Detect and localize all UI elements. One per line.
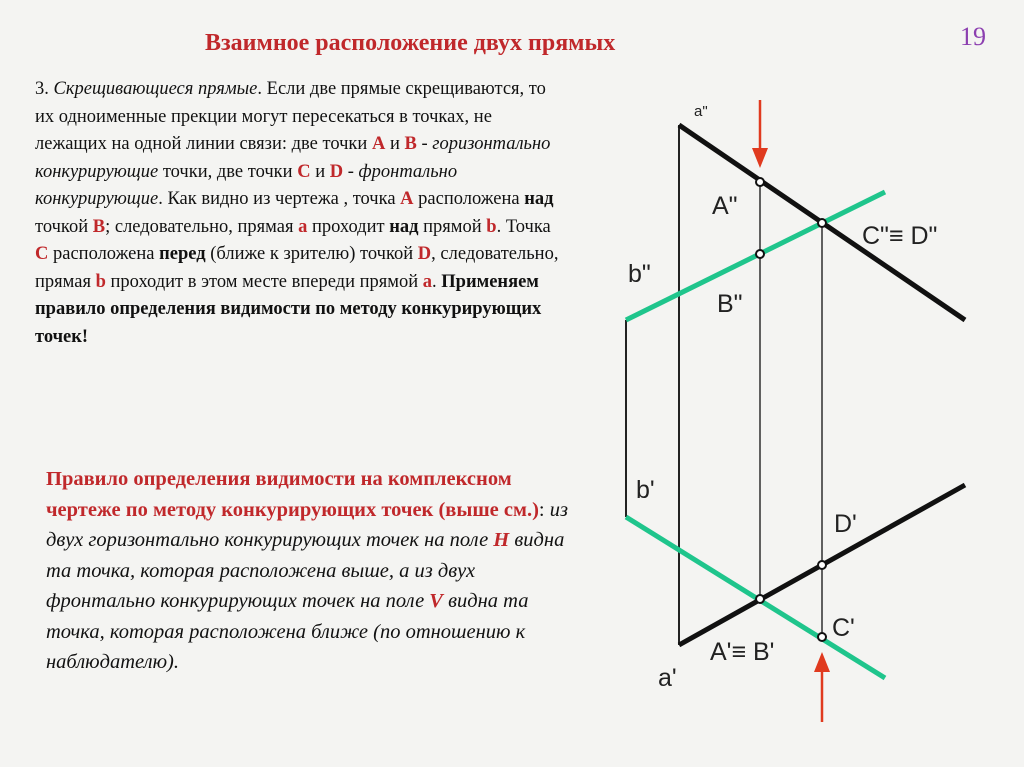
point-A-frontal [756,178,764,186]
point-B: В [404,134,417,154]
text-segment: расположена [413,189,525,209]
point-A: А [400,189,414,209]
label-AB-horizontal: A'≡ B' [710,638,775,666]
label-B-frontal: B" [717,290,743,318]
text-segment: точкой [35,216,93,237]
point-B: В [92,216,106,237]
label-CD-frontal: C"≡ D" [862,222,938,250]
rule-text: видна та точка, которая расположена выше, а из двух фронтально конкурирующих точек на поле [46,529,565,612]
point-D: D [329,161,344,182]
rule-colon: : [538,498,545,521]
text-segment: - [343,161,359,182]
word-above: над [524,189,554,209]
text-segment: проходит [307,216,390,237]
line-b: b [95,271,106,292]
field-H: Н [493,529,510,551]
apply-rule-callout: Применяем правило определения видимости по методу конкурирующих точек! [35,271,542,347]
view-arrow-down [752,100,768,168]
text-segment: прямой [418,216,487,237]
label-b-frontal: b" [628,260,651,288]
text-segment: . Если две прямые скрещиваются, то их одноименные прекции могут пересекаться в точках, не лежащих на одной линии связи: две точки [35,79,546,154]
text-segment: , следовательно, прямая [35,244,559,292]
point-CD-frontal [818,219,826,227]
text-segment: (ближе к зрителю) точкой [205,244,418,264]
point-AB-horizontal [756,595,764,603]
label-a-horizontal: a' [658,664,677,692]
text-segment: ; следовательно, прямая [105,216,299,237]
text-segment: - [416,134,433,154]
point-D: D [417,244,432,264]
text-segment: и [310,161,330,182]
term-skew-lines: Скрещивающиеся прямые [53,79,258,99]
item-number: 3. [35,79,49,99]
line-a: а [298,216,308,237]
word-in-front: перед [159,244,206,264]
term-horizontal-competing: горизонтально конкурирующие [35,134,551,182]
label-b-horizontal: b' [636,476,655,504]
point-C: С [297,161,311,182]
text-segment: . Точка [496,216,551,237]
point-C: С [35,244,49,264]
text-segment: . Как видно из чертежа , точка [158,189,401,209]
point-B-frontal [756,250,764,258]
point-A: А [371,134,386,154]
slide-title: Взаимное расположение двух прямых [205,30,616,56]
field-V: V [429,590,443,612]
rule-text: видна та точка, которая расположена ближе (по отношению к наблюдателю). [46,590,529,673]
word-above: над [389,216,419,237]
point-D-horizontal [818,561,826,569]
rule-text: из двух горизонтально конкурирующих точек на поле [46,498,568,551]
label-a-frontal: a" [694,103,708,120]
text-segment: проходит в этом месте впереди прямой [105,271,423,292]
line-b: b [486,216,497,237]
point-C-horizontal [818,633,826,641]
term-frontal-competing: фронтально конкурирующие [35,161,458,209]
line-a: а [422,271,433,292]
slide-number: 19 [960,22,986,51]
label-D-horizontal: D' [834,510,857,538]
label-A-frontal: A" [712,192,738,220]
rule-heading: Правило определения видимости на комплексном чертеже по методу конкурирующих точек (выше см.) [46,468,539,521]
text-segment: . [432,271,442,292]
view-arrow-up [814,652,830,722]
text-segment: точки, две точки [158,161,298,182]
label-C-horizontal: C' [832,614,855,642]
text-segment: и [385,134,405,154]
text-segment: расположена [48,244,160,264]
